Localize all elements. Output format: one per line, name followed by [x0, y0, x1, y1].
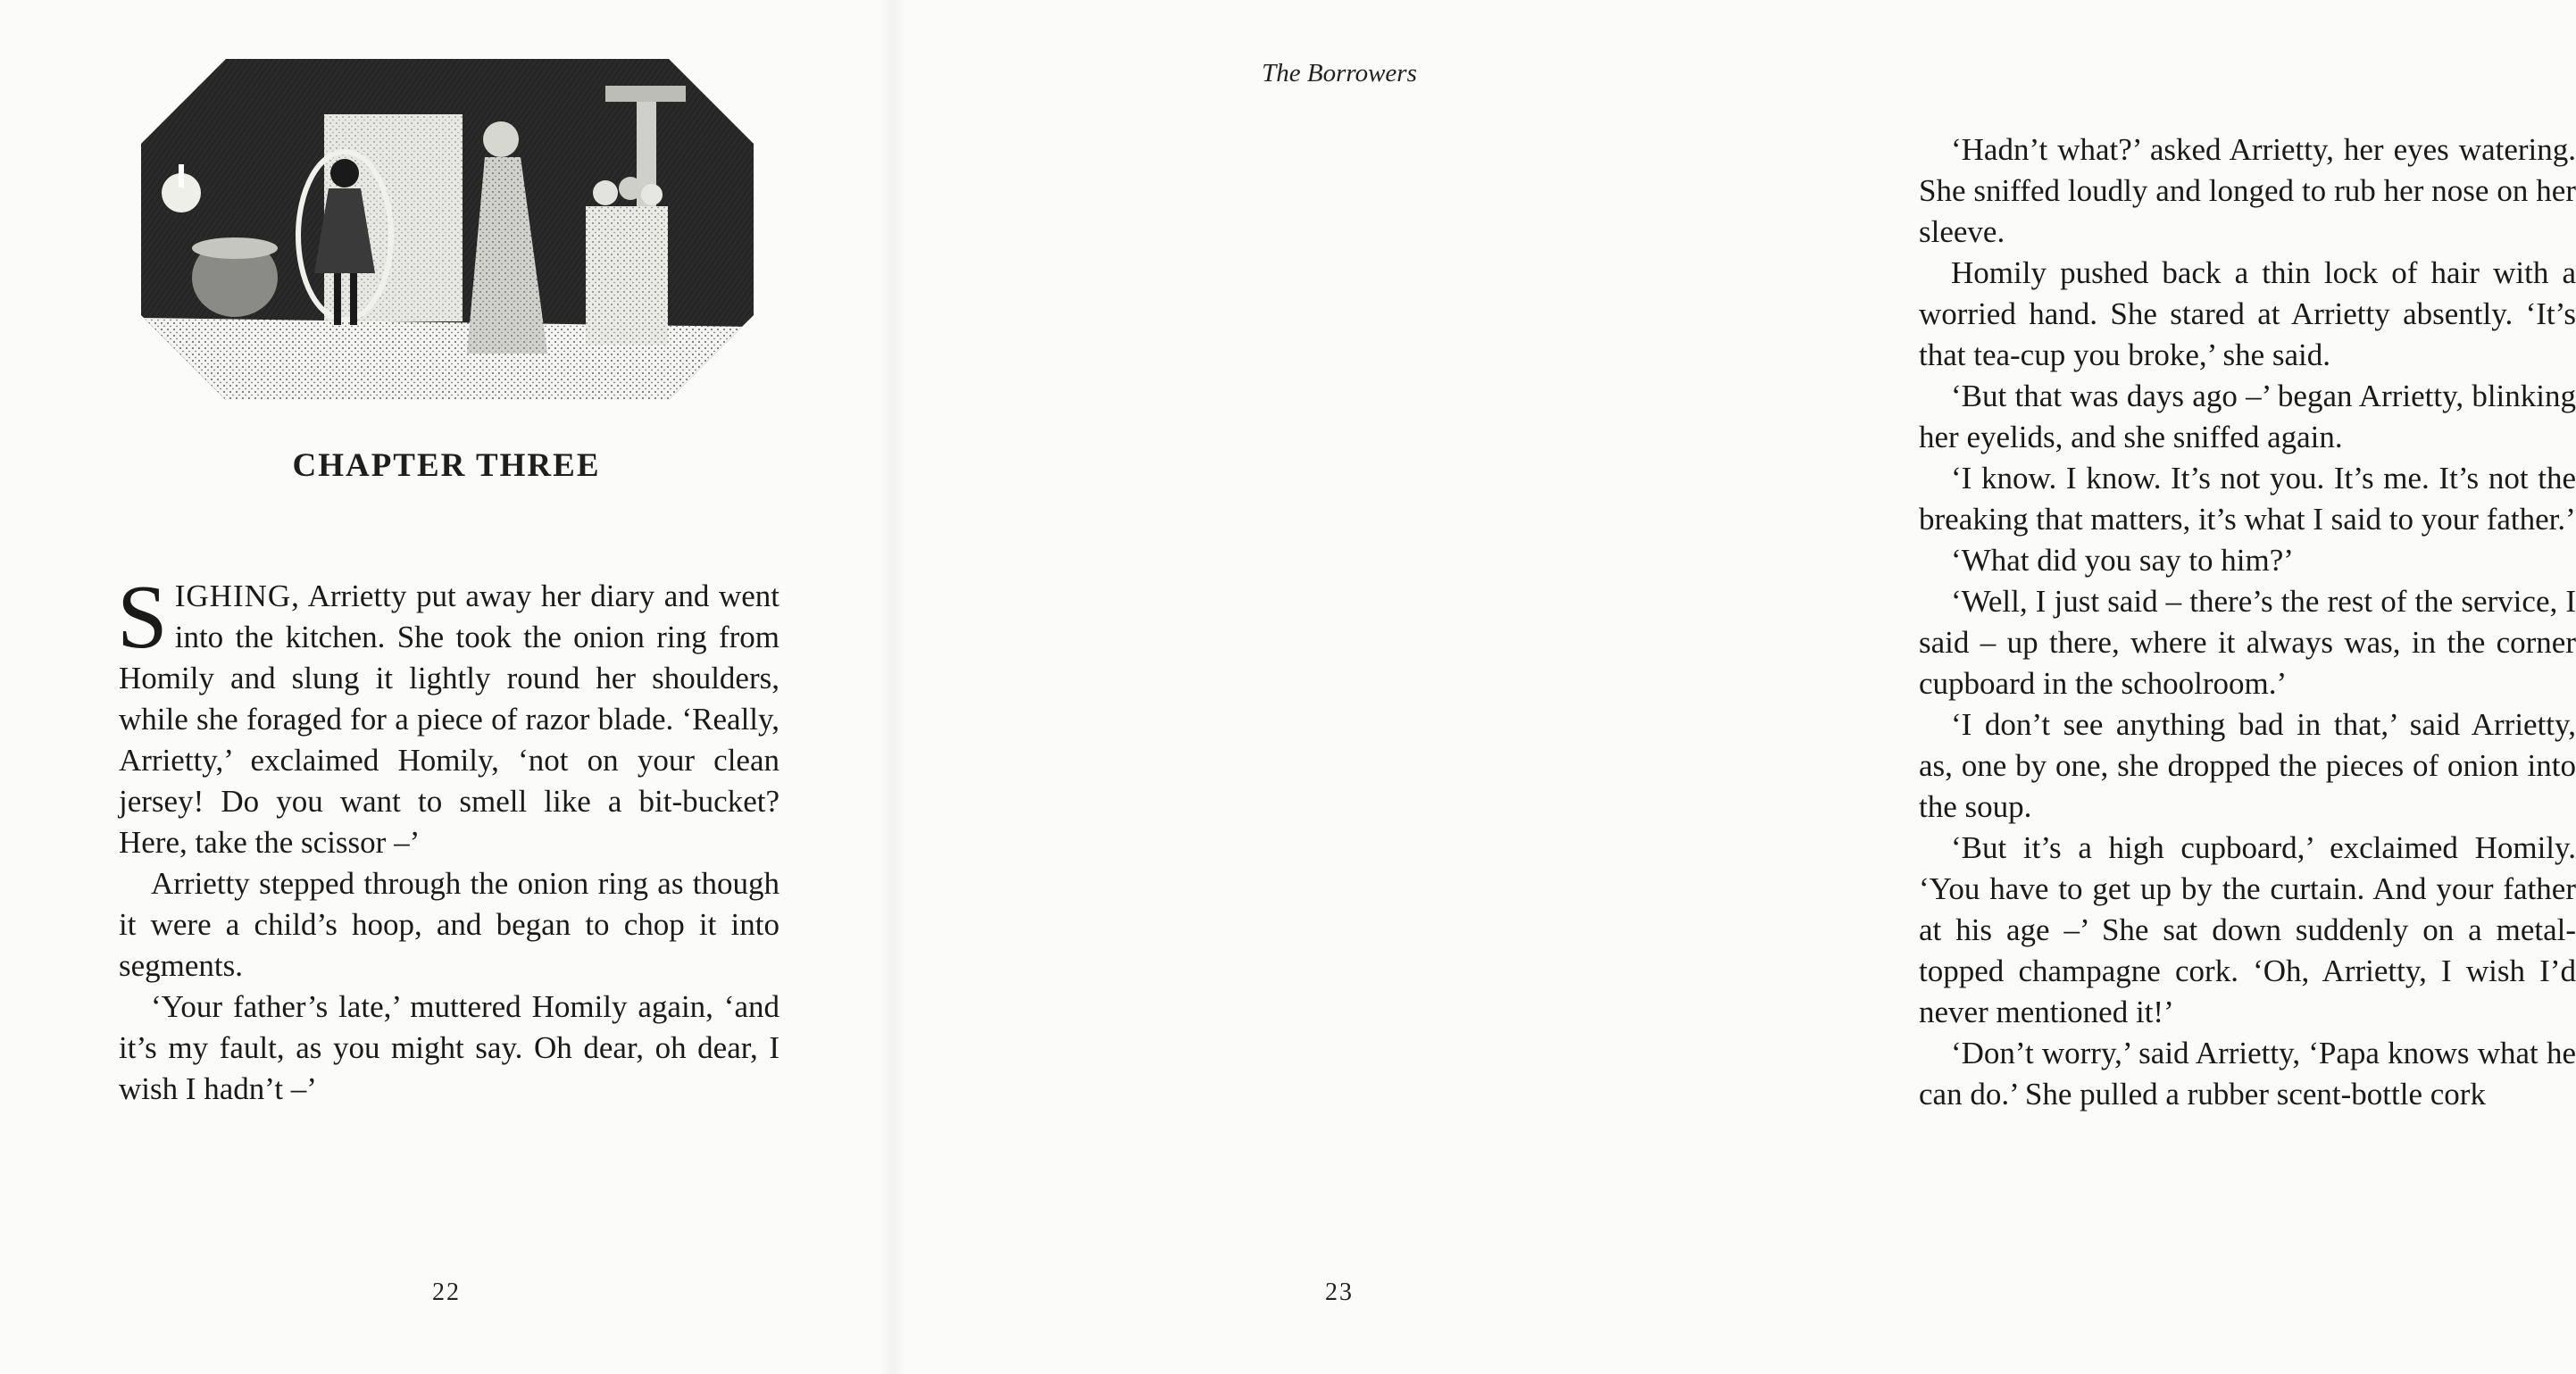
paragraph: ‘Hadn’t what?’ asked Arrietty, her eyes watering. She sniffed loudly and longed to rub her nose on her sleeve.	[1919, 132, 2576, 249]
right-page	[893, 0, 2576, 1374]
chapter-illustration	[141, 59, 754, 400]
paragraph: ‘Well, I just said – there’s the rest of the service, I said – up there, where it always was, in the corner cupboard in the schoolroom.’	[1919, 584, 2576, 701]
first-word: IGHING,	[174, 579, 300, 613]
paragraph: ‘But that was days ago –’ began Arrietty, blinking her eyelids, and she sniffed again.	[1919, 379, 2576, 454]
page-number-right: 23	[1325, 1278, 1354, 1306]
paragraph: ‘Your father’s late,’ muttered Homily again, ‘and it’s my fault, as you might say. Oh dear, oh dear, I wish I hadn’t –’	[119, 989, 779, 1106]
chapter-title: CHAPTER THREE	[292, 447, 601, 484]
left-page-text	[117, 567, 779, 1110]
paragraph: ‘What did you say to him?’	[1951, 543, 2294, 578]
left-page	[0, 0, 893, 1374]
page-number-left: 22	[432, 1278, 461, 1306]
paragraph: Arrietty stepped through the onion ring as though it were a child’s hoop, and began to chop it into segments.	[119, 866, 779, 983]
opening-text: Arrietty put away her diary and went into the kitchen. She took the onion ring from Homily and slung it lightly round her shoulders, while she foraged for a piece of razor blade. ‘Really, Arrietty,’ exclaimed Homily, ‘not on your clean jersey! Do you want to smell like a bit-bucket? Here, take the scissor –’	[119, 579, 779, 860]
paragraph: ‘I don’t see anything bad in that,’ said Arrietty, as, one by one, she dropped the pieces of onion into the soup.	[1919, 707, 2576, 824]
drop-cap: S	[117, 567, 168, 668]
paragraph: Homily pushed back a thin lock of hair with a worried hand. She stared at Arrietty absently. ‘It’s that tea-cup you broke,’ she said.	[1919, 255, 2576, 372]
opening-paragraph	[117, 567, 779, 863]
running-head: The Borrowers	[1262, 59, 1417, 87]
right-page-text	[1919, 129, 2576, 1115]
paragraph: ‘I know. I know. It’s not you. It’s me. It’s not the breaking that matters, it’s what I said to your father.’	[1919, 461, 2576, 537]
paragraph: ‘But it’s a high cupboard,’ exclaimed Homily. ‘You have to get up by the curtain. And your father at his age –’ She sat down suddenly on a metal-topped champagne cork. ‘Oh, Arrietty, I wish I’d never mentioned it!’	[1919, 830, 2576, 1029]
paragraph: ‘Don’t worry,’ said Arrietty, ‘Papa knows what he can do.’ She pulled a rubber scent-bottle cork	[1919, 1036, 2576, 1112]
